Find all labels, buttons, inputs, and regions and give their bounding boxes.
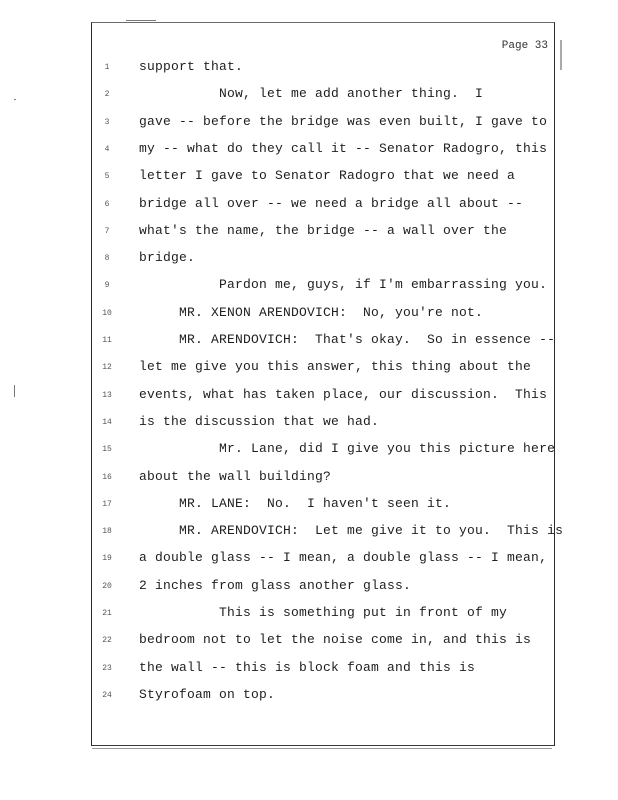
line-number: 19 — [102, 554, 112, 564]
line-number: 21 — [102, 609, 112, 618]
transcript-line — [0, 359, 618, 381]
line-text: MR. XENON ARENDOVICH: No, you're not. — [139, 304, 484, 320]
scan-speck — [14, 99, 16, 100]
line-number: 16 — [102, 472, 112, 482]
line-number: 8 — [104, 254, 110, 264]
transcript-line — [0, 469, 618, 491]
line-number: 20 — [102, 581, 112, 591]
page-number: Page 33 — [501, 40, 548, 52]
transcript-line — [0, 496, 618, 518]
transcript-line — [0, 277, 618, 299]
line-text: MR. ARENDOVICH: That's okay. So in essence -- — [139, 332, 556, 347]
line-number: 13 — [102, 390, 112, 400]
line-text: is the discussion that we had. — [139, 413, 380, 429]
scan-speck — [14, 385, 15, 397]
line-number: 1 — [104, 63, 110, 72]
line-number: 6 — [104, 199, 110, 209]
line-text: MR. LANE: No. I haven't seen it. — [139, 495, 452, 511]
transcript-line — [0, 305, 618, 327]
line-text: This is something put in front of my — [139, 605, 508, 620]
transcript-line — [0, 114, 618, 136]
line-number: 18 — [102, 527, 112, 537]
transcript-line — [0, 332, 618, 354]
line-number: 17 — [102, 499, 112, 509]
line-text: Mr. Lane, did I give you this picture here — [139, 441, 556, 457]
line-number: 3 — [104, 117, 110, 127]
line-text: MR. ARENDOVICH: Let me give it to you. This is — [139, 523, 564, 539]
transcript-line — [0, 387, 618, 409]
transcript-line — [0, 523, 618, 545]
line-text: bridge all over -- we need a bridge all about -- — [139, 195, 524, 211]
line-number: 7 — [104, 226, 110, 236]
line-text: letter I gave to Senator Radogro that we need a — [139, 168, 516, 184]
transcript-line — [0, 687, 618, 709]
line-text: my -- what do they call it -- Senator Radogro, this — [139, 140, 548, 156]
transcript-line — [0, 86, 618, 108]
line-number: 15 — [102, 445, 112, 455]
line-number: 14 — [102, 417, 112, 427]
transcript-line — [0, 141, 618, 163]
transcript-line — [0, 550, 618, 572]
line-text: support that. — [139, 59, 244, 74]
line-text: events, what has taken place, our discussion. This — [139, 386, 548, 402]
line-number: 12 — [102, 363, 112, 373]
line-text: bridge. — [139, 250, 196, 266]
transcript-line — [0, 660, 618, 682]
scan-speck — [92, 748, 552, 749]
transcript-line — [0, 578, 618, 600]
transcript-line — [0, 441, 618, 463]
line-text: a double glass -- I mean, a double glass -- I mean, — [139, 550, 548, 566]
line-text: bedroom not to let the noise come in, and this is — [139, 632, 532, 648]
line-number: 5 — [104, 172, 110, 182]
line-number: 23 — [102, 663, 112, 673]
transcript-line — [0, 168, 618, 190]
line-text: let me give you this answer, this thing about the — [139, 359, 532, 375]
line-text: 2 inches from glass another glass. — [139, 577, 412, 593]
transcript-line — [0, 250, 618, 272]
line-text: Pardon me, guys, if I'm embarrassing you. — [139, 277, 548, 293]
line-number: 11 — [102, 336, 112, 345]
transcript-line — [0, 223, 618, 245]
transcript-line — [0, 632, 618, 654]
line-text: Styrofoam on top. — [139, 686, 276, 702]
line-number: 24 — [102, 690, 112, 700]
transcript-line — [0, 59, 618, 81]
transcript-line — [0, 196, 618, 218]
line-text: what's the name, the bridge -- a wall over the — [139, 222, 508, 238]
scan-speck — [560, 40, 562, 70]
line-text: gave -- before the bridge was even built, I gave to — [139, 113, 548, 129]
scan-speck — [126, 20, 156, 21]
line-number: 4 — [104, 144, 110, 154]
line-number: 2 — [104, 90, 110, 100]
line-number: 10 — [102, 308, 112, 318]
line-number: 9 — [104, 281, 110, 291]
line-text: the wall -- this is block foam and this is — [139, 659, 476, 675]
line-text: Now, let me add another thing. I — [139, 86, 484, 102]
line-text: about the wall building? — [139, 468, 332, 484]
transcript-line — [0, 414, 618, 436]
line-number: 22 — [102, 636, 112, 646]
transcript-line — [0, 605, 618, 627]
